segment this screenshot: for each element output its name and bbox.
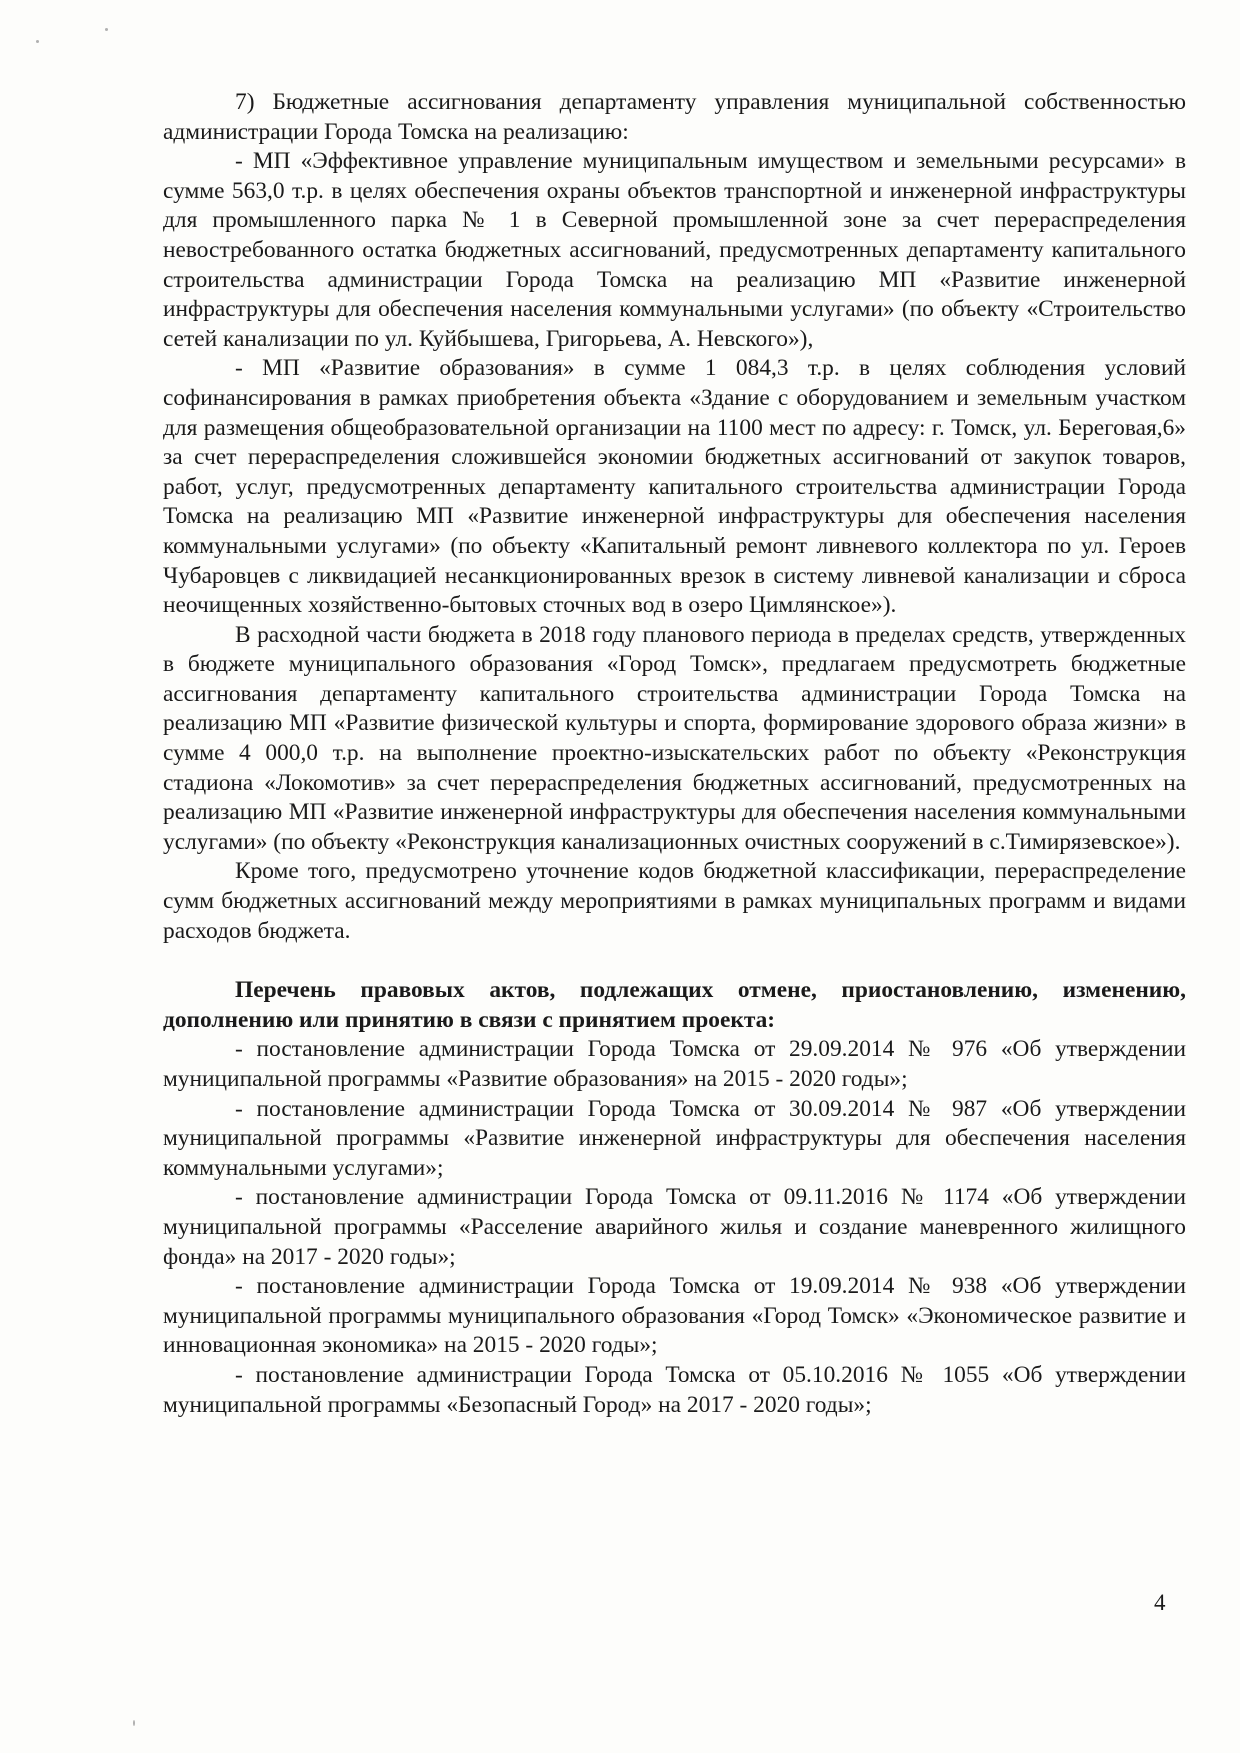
paragraph-classification-codes: Кроме того, предусмотрено уточнение кодов бюджетной классификации, перераспределение сумм бюджетных ассигнований между мероприятиями в рамках муниципальных программ и видами расходов бюджета. — [163, 858, 1186, 944]
paragraph-education-program: - МП «Развитие образования» в сумме 1 084,3 т.р. в целях соблюдения условий софинансирования в рамках приобретения объекта «Здание с оборудованием и земельным участком для размещения общеобразовательной организации на 1100 мест по адресу: г. Томск, ул. Береговая,6» за счет перераспределения сложившейся экономии бюджетных ассигнований от закупок товаров, работ, услуг, предусмотренных департаменту капитального строительства администрации Города Томска на реализацию МП «Развитие инженерной инфраструктуры для обеспечения населения коммунальными услугами» (по объекту «Капитальный ремонт ливневого коллектора по ул. Героев Чубаровцев с ликвидацией несанкционированных врезок в систему ливневой канализации и сброса неочищенных хозяйственно-бытовых сточных вод в озеро Цимлянское»). — [163, 355, 1186, 619]
legal-act-item: - постановление администрации Города Томска от 29.09.2014 № 976 «Об утверждении муниципальной программы «Развитие образования» на 2015 - 2020 годы»; — [163, 1036, 1186, 1092]
legal-act-item: - постановление администрации Города Томска от 30.09.2014 № 987 «Об утверждении муниципальной программы «Развитие инженерной инфраструктуры для обеспечения населения коммунальными услугами»; — [163, 1095, 1186, 1181]
legal-acts-heading: Перечень правовых актов, подлежащих отмене, приостановлению, изменению, дополнению или принятию в связи с принятием проекта: — [163, 977, 1186, 1033]
legal-act-item: - постановление администрации Города Томска от 09.11.2016 № 1174 «Об утверждении муниципальной программы «Расселение аварийного жилья и создание маневренного жилищного фонда» на 2017 - 2020 годы»; — [163, 1184, 1186, 1270]
legal-act-item: - постановление администрации Города Томска от 05.10.2016 № 1055 «Об утверждении муниципальной программы «Безопасный Город» на 2017 - 2020 годы»; — [163, 1361, 1186, 1418]
page-number: 4 — [1154, 1590, 1166, 1615]
paragraph-sports-program: В расходной части бюджета в 2018 году планового периода в пределах средств, утвержденных в бюджете муниципального образования «Город Томск», предлагаем предусмотреть бюджетные ассигнования департаменту капитального строительства администрации Города Томска на реализацию МП «Развитие физической культуры и спорта, формирование здорового образа жизни» в сумме 4 000,0 т.р. на выполнение проектно-изыскательских работ по объекту «Реконструкция стадиона «Локомотив» за счет перераспределения бюджетных ассигнований, предусмотренных на реализацию МП «Развитие инженерной инфраструктуры для обеспечения населения коммунальными услугами» (по объекту «Реконструкция канализационных очистных сооружений в с.Тимирязевское»). — [163, 621, 1186, 855]
scan-speck — [36, 40, 39, 43]
legal-act-item: - постановление администрации Города Томска от 19.09.2014 № 938 «Об утверждении муниципальной программы муниципального образования «Город Томск» «Экономическое развитие и инновационная экономика» на 2015 - 2020 годы»; — [163, 1273, 1186, 1359]
paragraph-budget-allocation-intro: 7) Бюджетные ассигнования департаменту управления муниципальной собственностью администрации Города Томска на реализацию: — [163, 89, 1186, 145]
document-body — [163, 88, 1186, 1420]
paragraph-property-management-program: - МП «Эффективное управление муниципальным имуществом и земельными ресурсами» в сумме 563,0 т.р. в целях обеспечения охраны объектов транспортной и инженерной инфраструктуры для промышленного парка № 1 в Северной промышленной зоне за счет перераспределения невостребованного остатка бюджетных ассигнований, предусмотренных департаменту капитального строительства администрации Города Томска на реализацию МП «Развитие инженерной инфраструктуры для обеспечения населения коммунальными услугами» (по объекту «Строительство сетей канализации по ул. Куйбышева, Григорьева, А. Невского»), — [163, 148, 1186, 352]
scan-speck — [105, 28, 108, 31]
scan-speck — [133, 1720, 135, 1726]
